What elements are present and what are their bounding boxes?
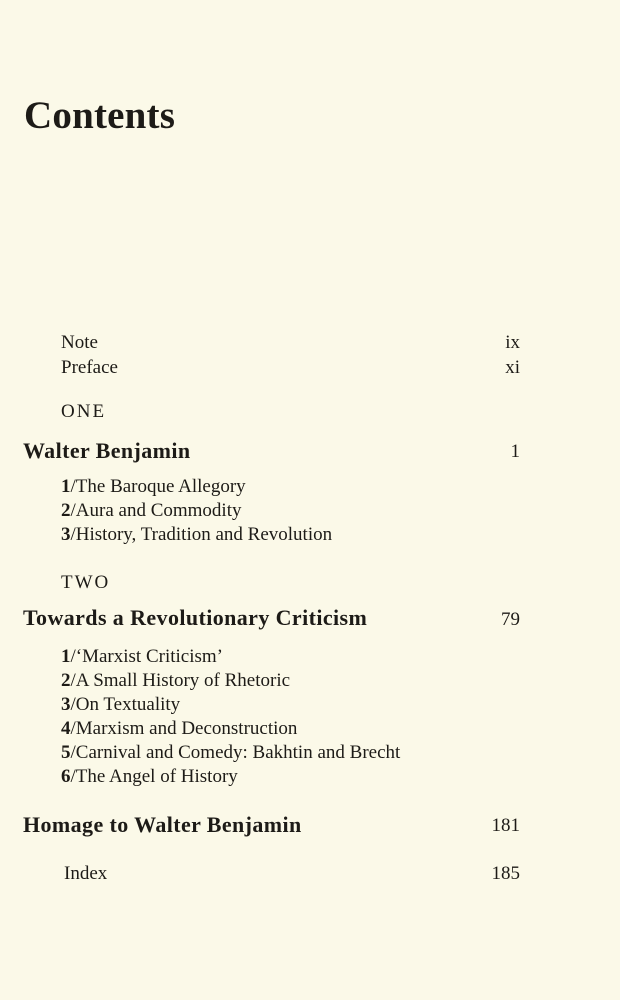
chapter-entry: 3/On Textuality bbox=[61, 694, 181, 715]
toc-entry-preface: Preface bbox=[61, 357, 118, 378]
part-label-one: ONE bbox=[61, 401, 107, 422]
part-page-two: 79 bbox=[501, 609, 520, 630]
toc-entry-index: Index bbox=[64, 863, 108, 884]
chapter-entry: 1/The Baroque Allegory bbox=[61, 476, 246, 497]
part-label-two: TWO bbox=[61, 572, 111, 593]
chapter-entry: 4/Marxism and Deconstruction bbox=[61, 718, 298, 739]
chapter-entry: 2/A Small History of Rhetoric bbox=[61, 670, 291, 691]
chapter-entry: 5/Carnival and Comedy: Bakhtin and Brecht bbox=[61, 742, 401, 763]
chapter-entry: 6/The Angel of History bbox=[61, 766, 238, 787]
chapter-entry: 2/Aura and Commodity bbox=[61, 500, 242, 521]
homage-title: Homage to Walter Benjamin bbox=[23, 812, 302, 837]
chapter-entry: 1/‘Marxist Criticism’ bbox=[61, 646, 224, 667]
part-title-two: Towards a Revolutionary Criticism bbox=[23, 605, 368, 630]
toc-page-index: 185 bbox=[491, 863, 520, 884]
part-title-one: Walter Benjamin bbox=[23, 438, 191, 463]
part-page-one: 1 bbox=[510, 441, 520, 462]
toc-page-preface: xi bbox=[505, 357, 520, 378]
chapter-entry: 3/History, Tradition and Revolution bbox=[61, 524, 333, 545]
homage-page: 181 bbox=[491, 815, 520, 836]
toc-entry-note: Note bbox=[61, 332, 98, 353]
toc-page-note: ix bbox=[505, 332, 520, 353]
page-title: Contents bbox=[24, 94, 176, 137]
